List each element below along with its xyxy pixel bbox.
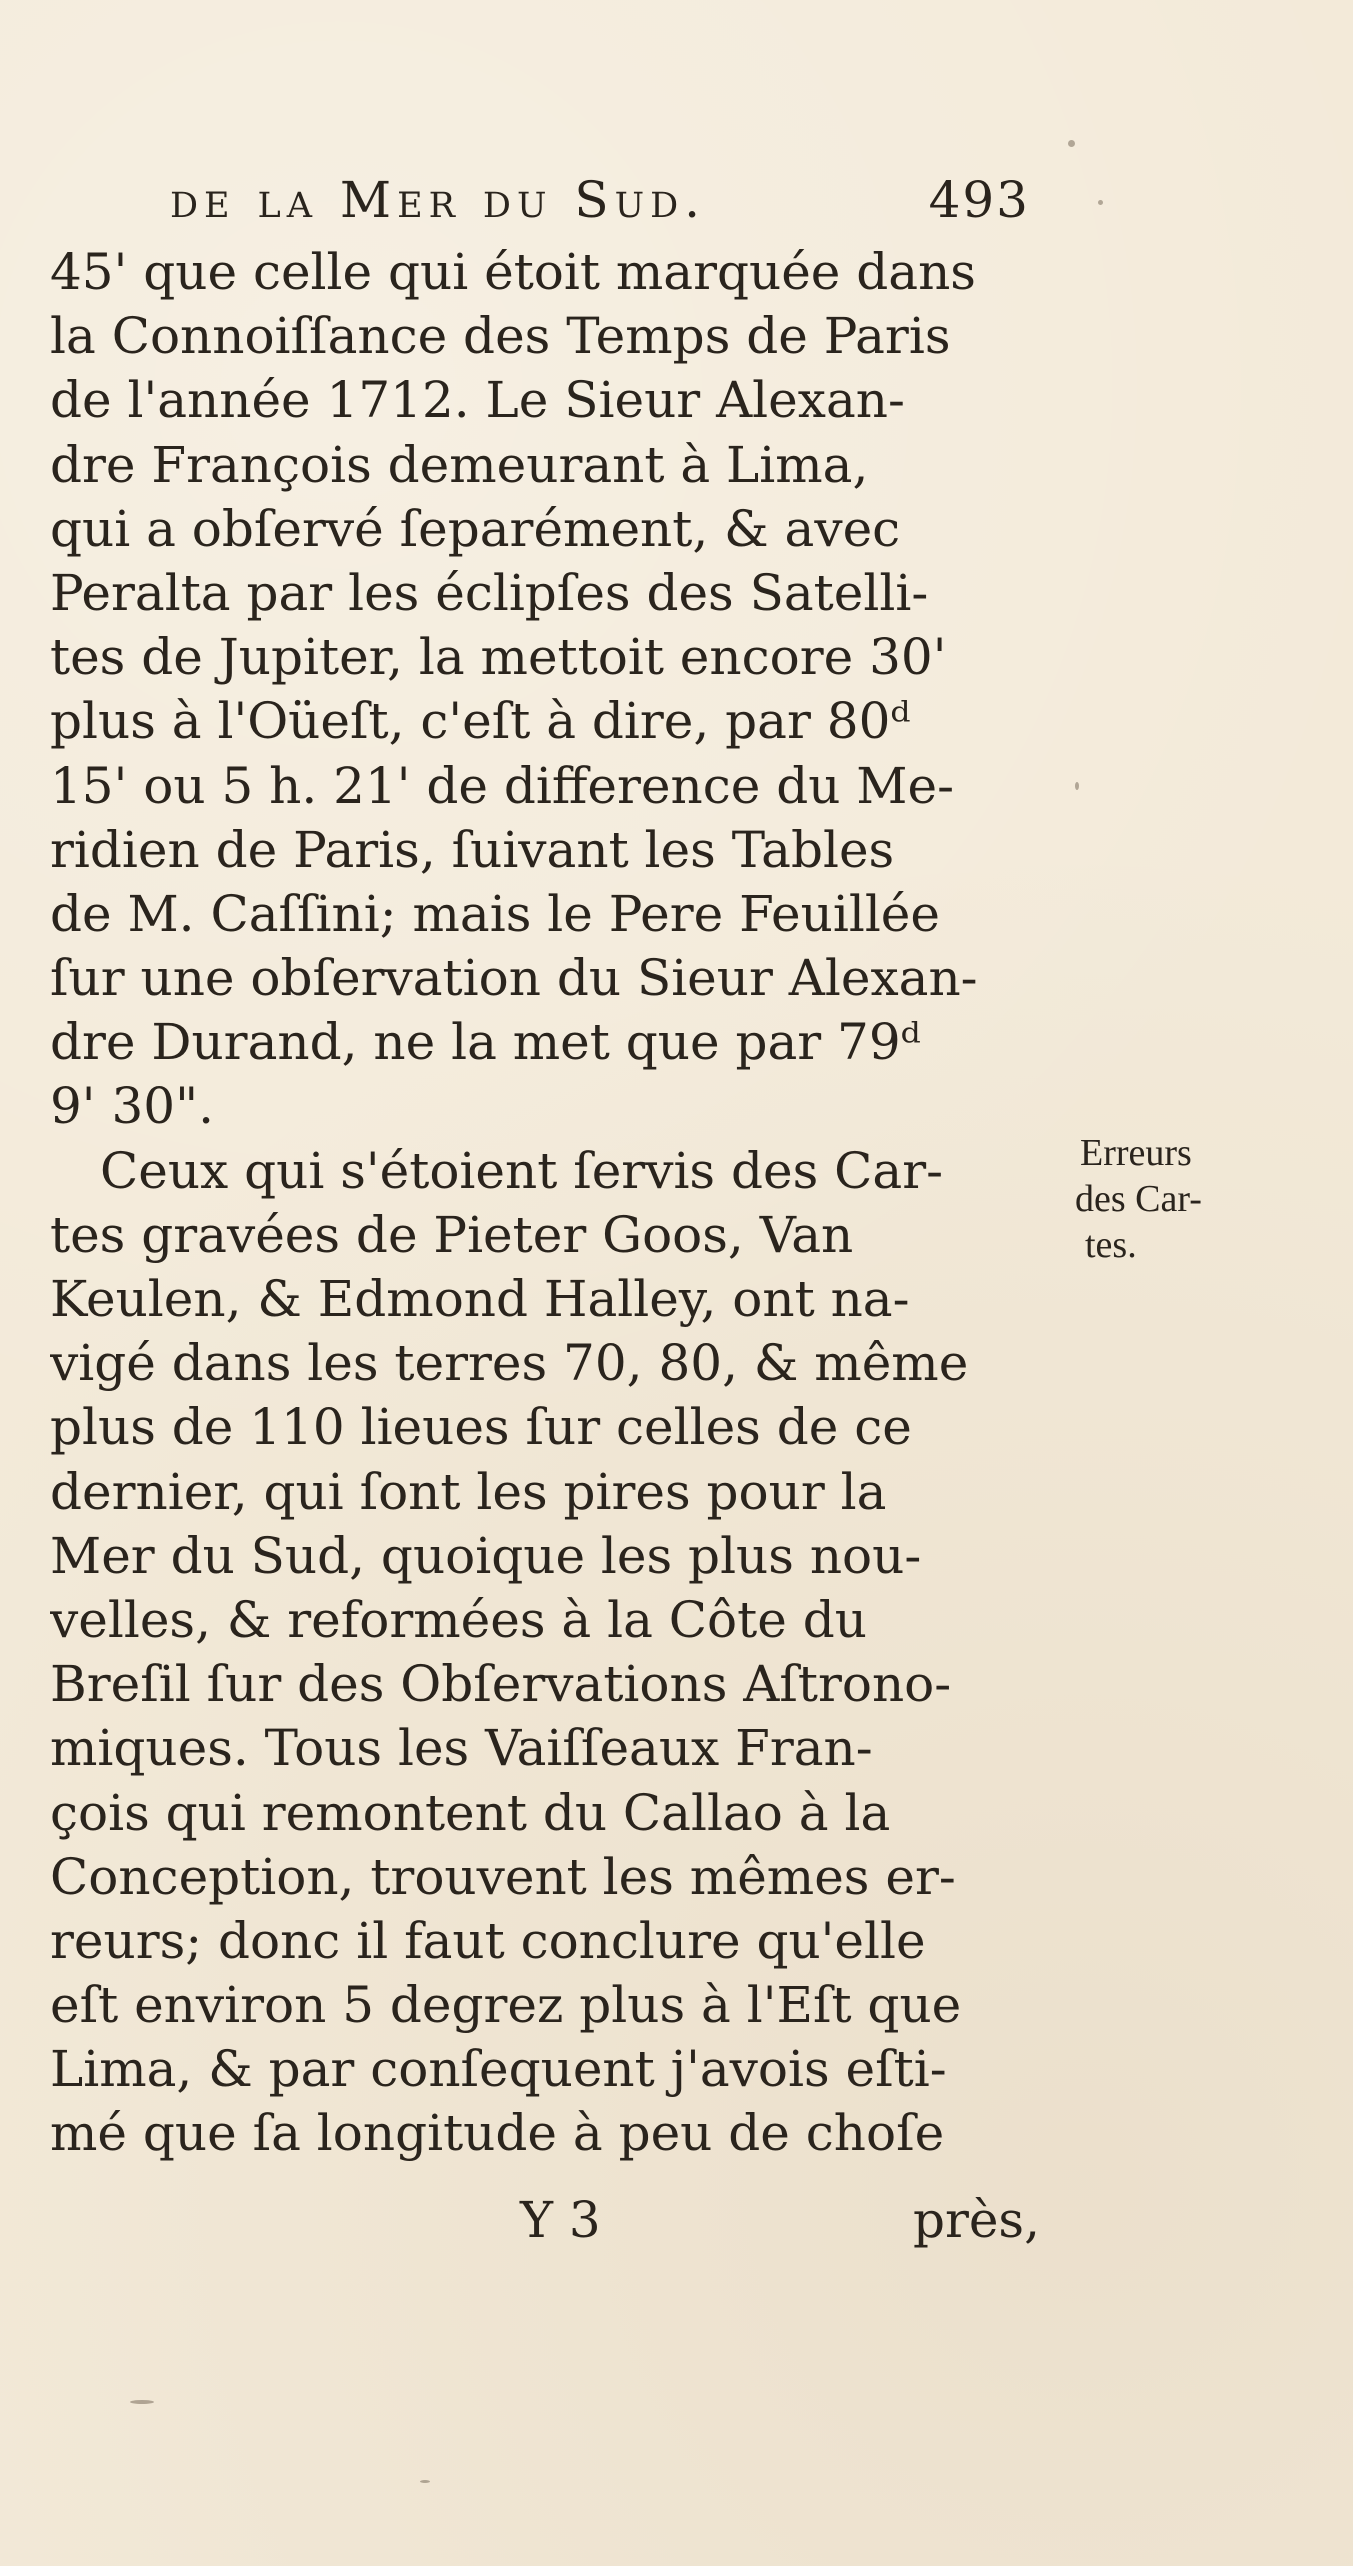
paper-speck (130, 2400, 154, 2404)
paper-speck (1068, 140, 1075, 147)
paper-speck (420, 2480, 430, 2483)
text-line: dre François demeurant à Lima, (50, 435, 869, 494)
paper-speck (1098, 200, 1103, 205)
marginal-note-line: Erreurs (1080, 1132, 1192, 1174)
text-line: Mer du Sud, quoique les plus nou- (50, 1526, 922, 1585)
text-line: eſt environ 5 degrez plus à l'Eſt que (50, 1976, 962, 2035)
text-line: de M. Caſſini; mais le Pere Feuillée (50, 884, 940, 943)
text-line: dernier, qui ſont les pires pour la (50, 1462, 887, 1521)
marginal-note-line: tes. (1085, 1224, 1137, 1266)
signature-mark: Y 3 (520, 2191, 601, 2249)
paper-speck (1075, 782, 1079, 790)
text-line: Breſil ſur des Obſervations Aſtrono- (50, 1655, 952, 1714)
text-line: miques. Tous les Vaiſſeaux Fran- (50, 1719, 873, 1778)
text-line: tes de Jupiter, la mettoit encore 30' (50, 628, 947, 687)
text-line: dre Durand, ne la met que par 79ᵈ (50, 1013, 921, 1072)
text-line: çois qui remontent du Callao à la (50, 1783, 891, 1842)
page-footer (520, 2188, 1040, 2252)
text-line: ridien de Paris, ſuivant les Tables (50, 820, 895, 879)
running-head (150, 160, 1030, 240)
text-line: 9' 30". (50, 1077, 214, 1136)
marginal-note-line: des Car- (1075, 1178, 1202, 1220)
text-line: Lima, & par conſequent j'avois eſti- (50, 2040, 947, 2099)
text-line: Keulen, & Edmond Halley, ont na- (50, 1270, 910, 1328)
text-line: 15' ou 5 h. 21' de difference du Me- (50, 756, 954, 815)
text-line: velles, & reformées à la Côte du (50, 1590, 867, 1649)
text-line: Peralta par les éclipſes des Satelli- (50, 563, 929, 622)
text-line: la Connoiſſance des Temps de Paris (50, 307, 951, 366)
page-number: 493 (928, 171, 1030, 229)
catchword: près, (912, 2191, 1040, 2249)
running-head-title: de la Mer du Sud. (170, 171, 707, 229)
text-line: Conception, trouvent les mêmes er- (50, 1847, 956, 1906)
text-line: tes gravées de Pieter Goos, Van (50, 1205, 854, 1264)
text-line: mé que ſa longitude à peu de choſe (50, 2104, 945, 2163)
paragraph-start-line: Ceux qui s'étoient ſervis des Car- (100, 1141, 943, 1200)
marginal-note (1075, 1130, 1320, 1268)
text-line: qui a obſervé ſeparément, & avec (50, 499, 901, 558)
text-line: plus à l'Oüeſt, c'eſt à dire, par 80ᵈ (50, 692, 911, 751)
body-text (50, 240, 1030, 2166)
text-line: de l'année 1712. Le Sieur Alexan- (50, 371, 905, 430)
text-line: ſur une obſervation du Sieur Alexan- (50, 949, 978, 1008)
text-line: 45' que celle qui étoit marquée dans (50, 243, 976, 301)
text-line: reurs; donc il faut conclure qu'elle (50, 1911, 926, 1970)
text-line: plus de 110 lieues ſur celles de ce (50, 1398, 912, 1457)
text-line: vigé dans les terres 70, 80, & même (50, 1334, 969, 1393)
